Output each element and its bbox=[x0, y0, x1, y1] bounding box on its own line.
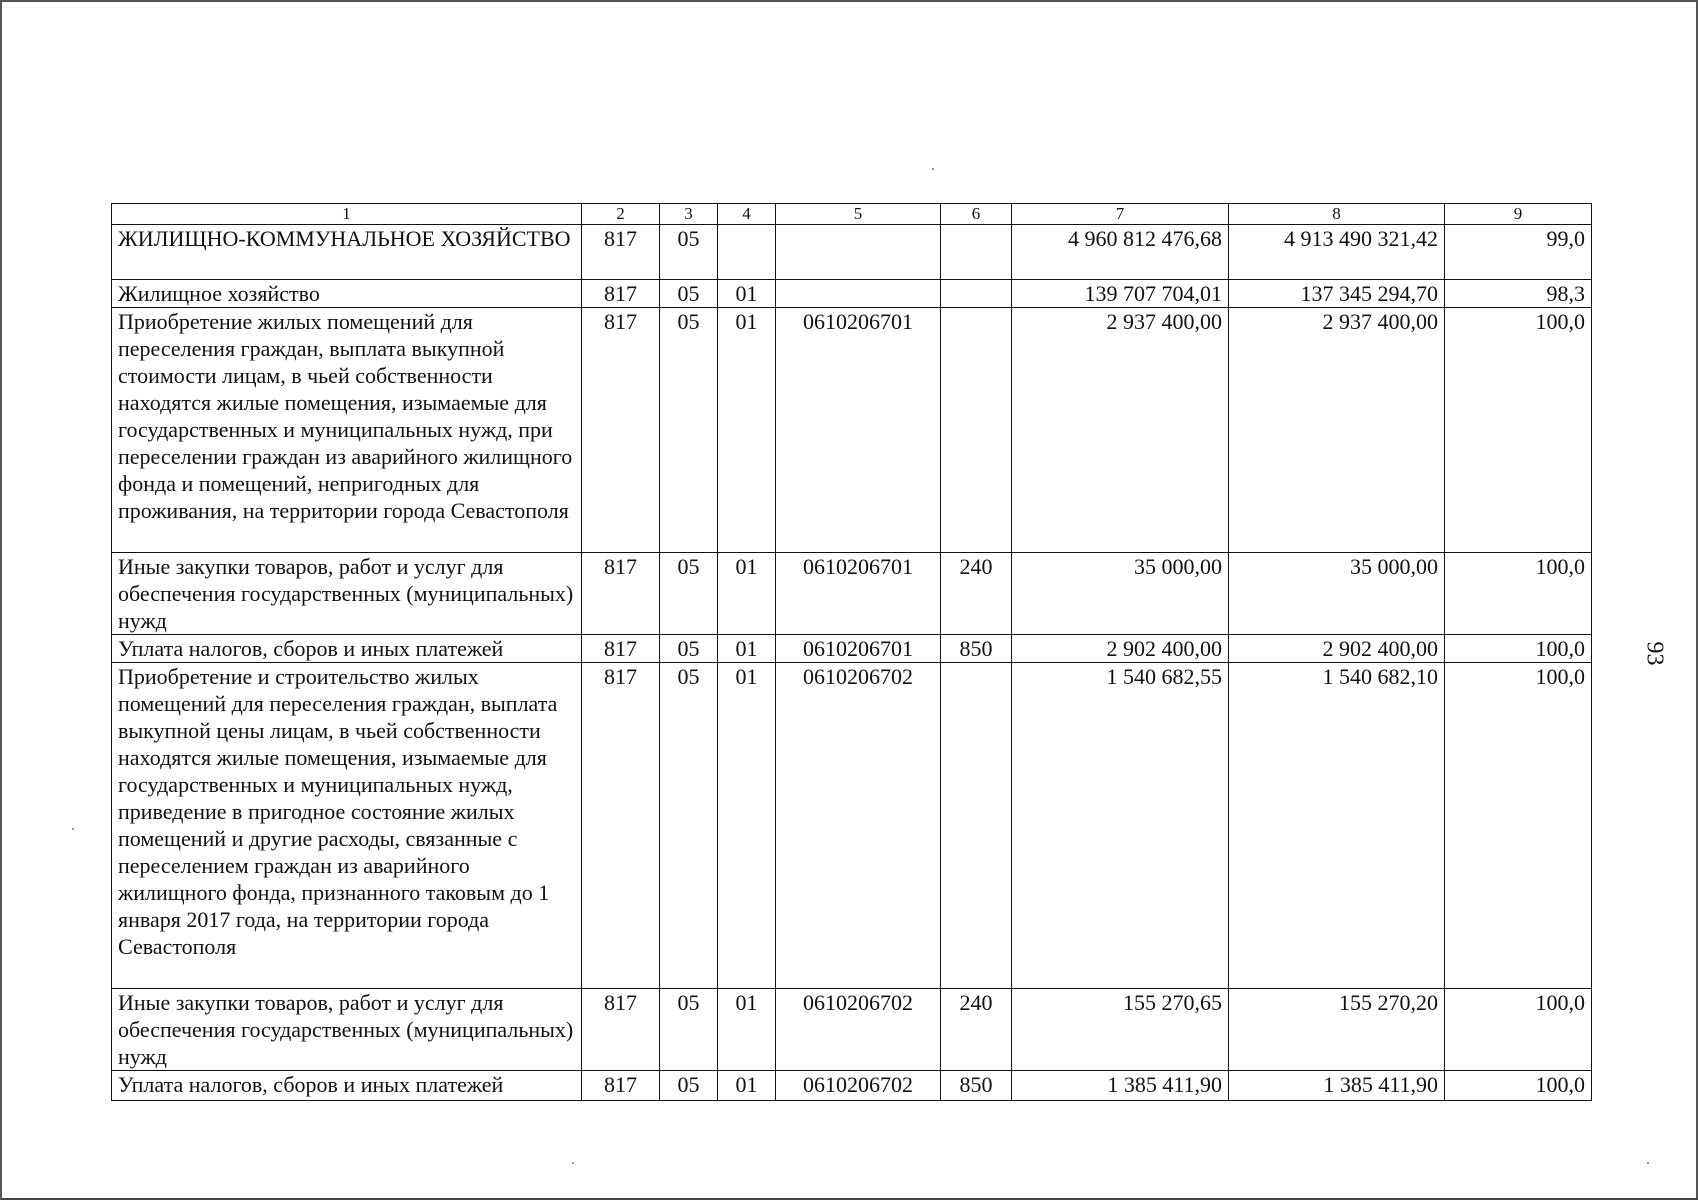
cell-section: 05 bbox=[660, 1071, 718, 1101]
cell-subsection: 01 bbox=[718, 635, 776, 663]
scan-speck bbox=[1647, 1162, 1649, 1164]
cell-percent: 100,0 bbox=[1445, 663, 1592, 989]
row-name: Иные закупки товаров, работ и услуг для обеспечения государственных (муниципальных) нужд bbox=[112, 553, 582, 635]
cell-executed: 1 385 411,90 bbox=[1229, 1071, 1445, 1101]
cell-executed: 4 913 490 321,42 bbox=[1229, 225, 1445, 280]
table-row bbox=[112, 280, 1592, 308]
cell-subsection: 01 bbox=[718, 663, 776, 989]
row-name: Иные закупки товаров, работ и услуг для обеспечения государственных (муниципальных) нужд bbox=[112, 989, 582, 1071]
table-row bbox=[112, 225, 1592, 280]
cell-executed: 2 937 400,00 bbox=[1229, 308, 1445, 553]
row-name: Уплата налогов, сборов и иных платежей bbox=[112, 1071, 582, 1101]
cell-section: 05 bbox=[660, 225, 718, 280]
row-name: Уплата налогов, сборов и иных платежей bbox=[112, 635, 582, 663]
cell-target-article bbox=[776, 225, 941, 280]
cell-executed: 137 345 294,70 bbox=[1229, 280, 1445, 308]
cell-percent: 99,0 bbox=[1445, 225, 1592, 280]
scan-speck bbox=[572, 1162, 574, 1164]
cell-planned: 139 707 704,01 bbox=[1012, 280, 1229, 308]
cell-expense-type bbox=[941, 280, 1012, 308]
cell-expense-type: 240 bbox=[941, 989, 1012, 1071]
column-header: 1 bbox=[112, 204, 582, 225]
cell-section: 05 bbox=[660, 280, 718, 308]
table-row bbox=[112, 663, 1592, 989]
cell-section: 05 bbox=[660, 308, 718, 553]
column-header: 9 bbox=[1445, 204, 1592, 225]
cell-subsection: 01 bbox=[718, 1071, 776, 1101]
column-header: 3 bbox=[660, 204, 718, 225]
cell-target-article: 0610206702 bbox=[776, 1071, 941, 1101]
cell-percent: 100,0 bbox=[1445, 308, 1592, 553]
table-row bbox=[112, 635, 1592, 663]
cell-subsection bbox=[718, 225, 776, 280]
table-row bbox=[112, 553, 1592, 635]
cell-planned: 35 000,00 bbox=[1012, 553, 1229, 635]
row-name: Жилищное хозяйство bbox=[112, 280, 582, 308]
cell-planned: 2 902 400,00 bbox=[1012, 635, 1229, 663]
cell-expense-type bbox=[941, 308, 1012, 553]
table-row bbox=[112, 989, 1592, 1071]
cell-section: 05 bbox=[660, 989, 718, 1071]
cell-planned: 155 270,65 bbox=[1012, 989, 1229, 1071]
cell-expense-type: 850 bbox=[941, 635, 1012, 663]
row-name: ЖИЛИЩНО-КОММУНАЛЬНОЕ ХОЗЯЙСТВО bbox=[112, 225, 582, 280]
cell-planned: 2 937 400,00 bbox=[1012, 308, 1229, 553]
column-header: 2 bbox=[582, 204, 660, 225]
cell-planned: 1 540 682,55 bbox=[1012, 663, 1229, 989]
cell-target-article: 0610206701 bbox=[776, 635, 941, 663]
cell-percent: 98,3 bbox=[1445, 280, 1592, 308]
column-header: 5 bbox=[776, 204, 941, 225]
row-name: Приобретение жилых помещений для переселения граждан, выплата выкупной стоимости лицам, в чьей собственности находятся жилые помещения, изымаемые для государственных и муниципальных нужд, при переселении граждан из аварийного жилищного фонда и помещений, непригодных для проживания, на территории города Севастополя bbox=[112, 308, 582, 553]
table-row bbox=[112, 308, 1592, 553]
cell-percent: 100,0 bbox=[1445, 1071, 1592, 1101]
cell-subsection: 01 bbox=[718, 989, 776, 1071]
cell-percent: 100,0 bbox=[1445, 553, 1592, 635]
cell-planned: 1 385 411,90 bbox=[1012, 1071, 1229, 1101]
column-number-row bbox=[112, 204, 1592, 225]
cell-executed: 155 270,20 bbox=[1229, 989, 1445, 1071]
cell-subsection: 01 bbox=[718, 308, 776, 553]
cell-subsection: 01 bbox=[718, 280, 776, 308]
cell-target-article: 0610206702 bbox=[776, 663, 941, 989]
column-header: 7 bbox=[1012, 204, 1229, 225]
column-header: 6 bbox=[941, 204, 1012, 225]
cell-department: 817 bbox=[582, 1071, 660, 1101]
page-number: 93 bbox=[1641, 641, 1668, 666]
cell-executed: 1 540 682,10 bbox=[1229, 663, 1445, 989]
cell-target-article: 0610206701 bbox=[776, 308, 941, 553]
scan-speck bbox=[72, 828, 74, 830]
cell-expense-type: 240 bbox=[941, 553, 1012, 635]
cell-department: 817 bbox=[582, 635, 660, 663]
cell-target-article: 0610206702 bbox=[776, 989, 941, 1071]
cell-department: 817 bbox=[582, 225, 660, 280]
cell-subsection: 01 bbox=[718, 553, 776, 635]
cell-executed: 35 000,00 bbox=[1229, 553, 1445, 635]
cell-section: 05 bbox=[660, 663, 718, 989]
cell-department: 817 bbox=[582, 663, 660, 989]
cell-section: 05 bbox=[660, 635, 718, 663]
row-name: Приобретение и строительство жилых помещений для переселения граждан, выплата выкупной цены лицам, в чьей собственности находятся жилые помещения, изымаемые для государственных и муниципальных нужд, приведение в пригодное состояние жилых помещений и другие расходы, связанные с переселением граждан из аварийного жилищного фонда, признанного таковым до 1 января 2017 года, на территории города Севастополя bbox=[112, 663, 582, 989]
table-row bbox=[112, 1071, 1592, 1101]
table-body bbox=[112, 225, 1592, 1101]
scan-speck bbox=[932, 168, 934, 170]
cell-expense-type: 850 bbox=[941, 1071, 1012, 1101]
cell-executed: 2 902 400,00 bbox=[1229, 635, 1445, 663]
cell-planned: 4 960 812 476,68 bbox=[1012, 225, 1229, 280]
cell-department: 817 bbox=[582, 989, 660, 1071]
cell-expense-type bbox=[941, 225, 1012, 280]
column-header: 8 bbox=[1229, 204, 1445, 225]
cell-department: 817 bbox=[582, 553, 660, 635]
cell-department: 817 bbox=[582, 308, 660, 553]
cell-section: 05 bbox=[660, 553, 718, 635]
cell-expense-type bbox=[941, 663, 1012, 989]
cell-percent: 100,0 bbox=[1445, 635, 1592, 663]
column-header: 4 bbox=[718, 204, 776, 225]
cell-target-article: 0610206701 bbox=[776, 553, 941, 635]
budget-table bbox=[111, 203, 1592, 1101]
cell-department: 817 bbox=[582, 280, 660, 308]
cell-percent: 100,0 bbox=[1445, 989, 1592, 1071]
cell-target-article bbox=[776, 280, 941, 308]
